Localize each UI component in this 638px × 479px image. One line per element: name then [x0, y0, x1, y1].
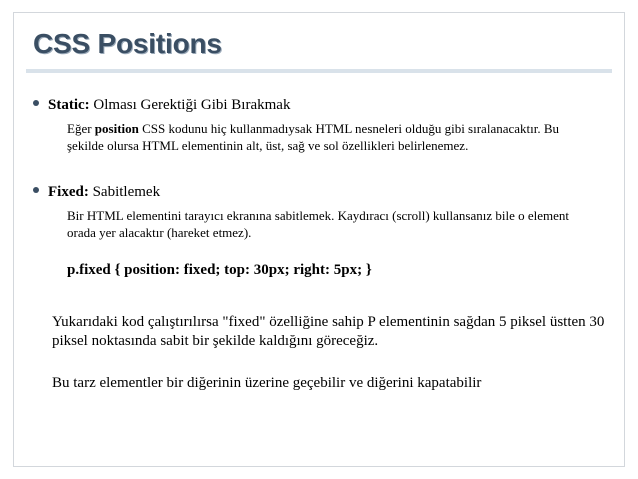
static-detail — [67, 120, 597, 154]
explanation-paragraph: Yukarıdaki kod çalıştırılırsa "fixed" özelliğine sahip P elementinin sağdan 5 piksel üstten 30 piksel noktasında sabit bir şekilde kaldığını göreceğiz. — [52, 314, 605, 349]
code-example: p.fixed { position: fixed; top: 30px; right: 5px; } — [67, 262, 372, 278]
static-detail-prefix: Eğer — [67, 121, 95, 136]
note-paragraph: Bu tarz elementler bir diğerinin üzerine geçebilir ve diğerini kapatabilir — [52, 375, 482, 391]
bullet-fixed-desc: Sabitlemek — [88, 184, 161, 200]
static-detail-suffix: CSS kodunu hiç kullanmadıysak HTML nesneleri olduğu gibi sıralanacaktır. Bu şekilde olursa HTML elementinin alt, üst, sağ ve sol özellikleri belirlenemez. — [67, 121, 560, 153]
bullet-dot-icon — [33, 187, 39, 193]
bullet-static-text — [48, 96, 290, 114]
bullet-fixed — [33, 183, 160, 201]
bullet-static-label: Static: — [48, 97, 90, 113]
bullet-fixed-label: Fixed: — [48, 184, 89, 200]
slide-title: CSS Positions — [33, 28, 222, 59]
bullet-static — [33, 96, 290, 114]
title-underline — [26, 69, 612, 73]
fixed-detail: Bir HTML elementini tarayıcı ekranına sabitlemek. Kaydıracı (scroll) kullansanız bile o element orada yer alacaktır (hareket etmez). — [67, 208, 570, 240]
static-detail-keyword: position — [94, 121, 139, 136]
bullet-static-desc: Olması Gerektiği Gibi Bırakmak — [89, 97, 291, 113]
bullet-dot-icon — [33, 100, 39, 106]
bullet-fixed-text — [48, 183, 160, 201]
